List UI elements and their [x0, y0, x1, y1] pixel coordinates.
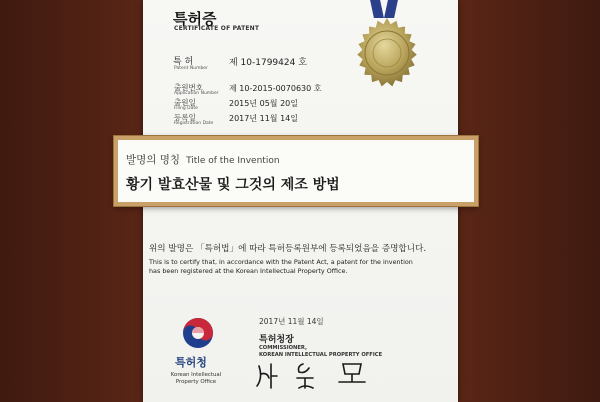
application-number: 제 10-2015-0070630 호	[229, 84, 322, 93]
commissioner-en-line-1: COMMISSIONER,	[259, 345, 307, 351]
registration-date: 2017년 11월 14일	[229, 114, 298, 123]
filing-label-en: Filing Date	[174, 106, 198, 111]
application-label: 출원번호	[174, 83, 203, 92]
commissioner-en-line-2: KOREAN INTELLECTUAL PROPERTY OFFICE	[259, 352, 383, 358]
filing-date: 2015년 05월 20일	[229, 99, 298, 108]
statement-en-line-2: has been registered at the Korean Intellectual Property Office.	[149, 267, 348, 275]
invention-label	[126, 152, 280, 167]
invention-label-ko: 발명의 명칭	[126, 154, 181, 166]
patent-number: 제 10-1799424 호	[229, 58, 307, 68]
invention-title: 황기 발효산물 및 그것의 제조 방법	[126, 177, 340, 193]
logo-name-ko: 특허청	[175, 356, 207, 369]
invention-title-frame	[114, 136, 478, 206]
patent-label-en: Patent Number	[174, 66, 208, 71]
certification-statement-en	[149, 258, 413, 276]
registration-label: 등록일	[174, 113, 196, 122]
logo-name-en	[166, 372, 226, 386]
statement-en-line-1: This is to certify that, in accordance with the Patent Act, a patent for the invention	[149, 258, 413, 266]
gold-seal-icon	[347, 16, 427, 96]
commissioner-title-en	[259, 345, 382, 359]
taeguk-logo-icon	[181, 316, 215, 350]
commissioner-title: 특허청장	[259, 335, 294, 345]
certificate-title-en: CERTIFICATE OF PATENT	[174, 25, 260, 32]
application-label-en: Application Number	[174, 91, 219, 96]
certificate-title: 특허증	[173, 10, 217, 28]
handwritten-signature	[253, 358, 383, 392]
certification-statement-ko: 위의 발명은 「특허법」에 따라 특허등록원부에 등록되었음을 증명합니다.	[149, 244, 427, 254]
logo-name-en-line-1: Korean Intellectual	[170, 372, 222, 378]
registration-label-en: Registration Date	[174, 121, 214, 126]
issue-date: 2017년 11월 14일	[259, 317, 324, 326]
background-right	[458, 0, 600, 402]
invention-label-en: Title of the Invention	[186, 156, 280, 166]
patent-label: 특 허	[173, 57, 194, 67]
logo-name-en-line-2: Property Office	[175, 379, 217, 385]
filing-label: 출원일	[174, 98, 196, 107]
